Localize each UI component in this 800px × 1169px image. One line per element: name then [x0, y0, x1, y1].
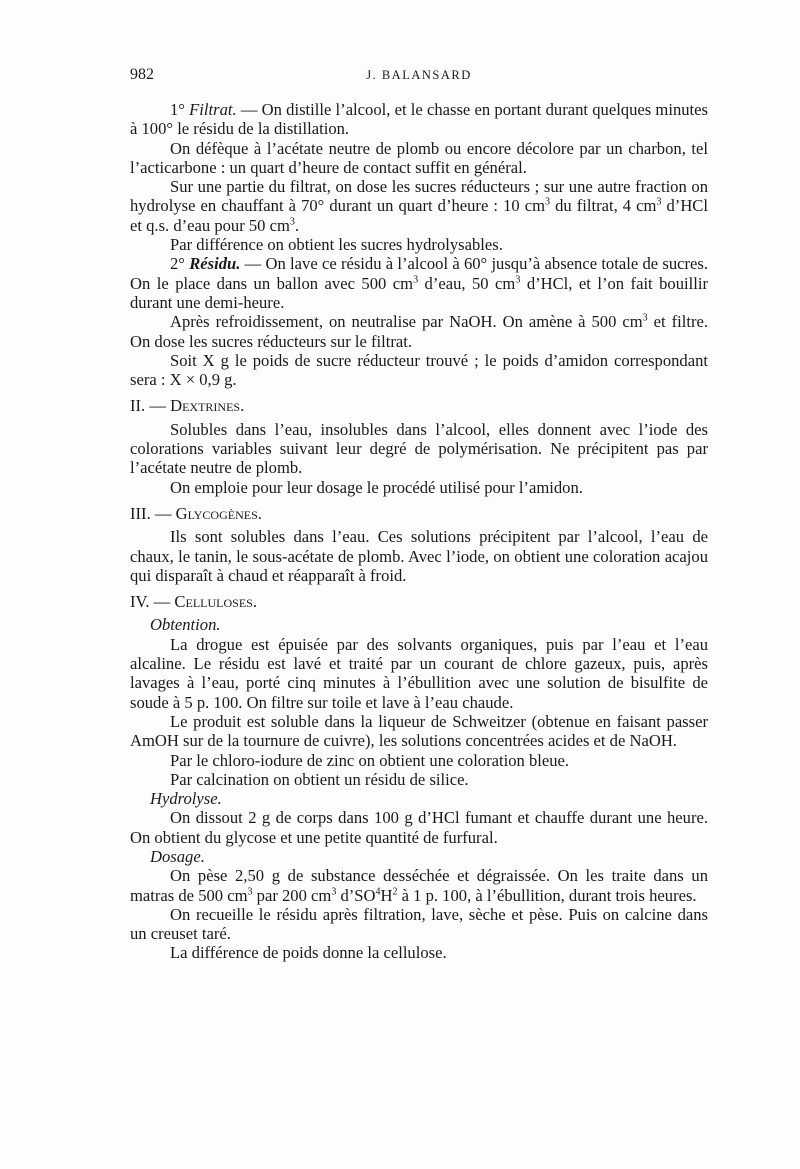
- paragraph: On recueille le résidu après filtration, lave, sèche et pèse. Puis on calcine dans un creuset taré.: [130, 904, 708, 944]
- paragraph-residu: 2° Résidu. — On lave ce résidu à l’alcool à 60° jusqu’à absence totale de sucres. On le place dans un ballon avec 500 $cm^3$ d’eau, 50 $cm^3$ d’HCl, et l’on fait bouillir durant une demi-heure.: [130, 254, 708, 312]
- subheading-dosage: Dosage.: [150, 846, 205, 866]
- section-heading-glycogenes: III. — Glycogènes.: [130, 503, 262, 523]
- paragraph: Après refroidissement, on neutralise par NaOH. On amène à 500 $cm^3$ et filtre. On dose les sucres réducteurs sur le filtrat.: [130, 312, 708, 351]
- paragraph: Solubles dans l’eau, insolubles dans l’alcool, elles donnent avec l’iode des colorations variables suivant leur degré de polymérisation. Ne précipitent pas par l’acétate neutre de plomb.: [130, 419, 708, 478]
- page-header: [130, 66, 708, 86]
- paragraph: On pèse 2,50 g de substance desséchée et dégraissée. On les traite dans un matras de 500 $cm^3$ par 200 $cm^3$ $d’SO^4H^2$ à 1 p. 100, à l’ébullition, durant trois heures.: [130, 866, 708, 905]
- section-heading-dextrines: II. — Dextrines.: [130, 396, 245, 416]
- paragraph: Soit X g le poids de sucre réducteur trouvé ; le poids d’amidon correspondant sera : X × 0,9 g.: [130, 350, 708, 390]
- subheading-hydrolyse: Hydrolyse.: [150, 789, 222, 809]
- body-text: [130, 100, 708, 963]
- paragraph: Le produit est soluble dans la liqueur de Schweitzer (obtenue en faisant passer AmOH sur de la tournure de cuivre), les solutions concentrées acides et de NaOH.: [130, 711, 708, 751]
- paragraph: Par différence on obtient les sucres hydrolysables.: [170, 235, 503, 255]
- paragraph-filtrat: 1° Filtrat. — On distille l’alcool, et le chasse en portant durant quelques minutes à 100° le résidu de la distillation.: [130, 100, 708, 139]
- subheading-obtention: Obtention.: [150, 615, 221, 635]
- paragraph: On emploie pour leur dosage le procédé utilisé pour l’amidon.: [170, 477, 583, 497]
- section-heading-celluloses: IV. — Celluloses.: [130, 592, 257, 612]
- paragraph: La différence de poids donne la cellulose.: [170, 943, 447, 963]
- running-head: J. BALANSARD: [366, 68, 472, 82]
- label-residu: Résidu.: [189, 254, 241, 274]
- paragraph: Ils sont solubles dans l’eau. Ces solutions précipitent par l’alcool, l’eau de chaux, le tanin, le sous-acétate de plomb. Avec l’iode, on obtient une coloration acajou qui disparaît à chaud et réapparaît à froid.: [130, 527, 708, 585]
- paragraph: Par calcination on obtient un résidu de silice.: [170, 769, 469, 789]
- paragraph: La drogue est épuisée par des solvants organiques, puis par l’eau et l’eau alcaline. Le résidu est lavé et traité par un courant de chlore gazeux, puis, après lavages à l’eau, porté cinq minutes à l’ébullition avec une solution de bisulfite de soude à 5 p. 100. On filtre sur toile et lave à l’eau chaude.: [130, 634, 708, 712]
- paragraph: Par le chloro-iodure de zinc on obtient une coloration bleue.: [170, 750, 570, 770]
- paragraph: Sur une partie du filtrat, on dose les sucres réducteurs ; sur une autre fraction on hydrolyse en chauffant à 70° durant un quart d’heure : 10 $cm^3$ du filtrat, 4 $cm^3$ d’HCl et q.s. d’eau pour 50 $cm^3$.: [130, 177, 708, 235]
- page-number: 982: [130, 66, 154, 83]
- paragraph: On défèque à l’acétate neutre de plomb ou encore décolore par un charbon, tel l’acticarbone : un quart d’heure de contact suffit en général.: [130, 138, 708, 177]
- paragraph: On dissout 2 g de corps dans 100 g d’HCl fumant et chauffe durant une heure. On obtient du glycose et une petite quantité de furfural.: [130, 808, 708, 847]
- label-filtrat: Filtrat.: [189, 100, 237, 119]
